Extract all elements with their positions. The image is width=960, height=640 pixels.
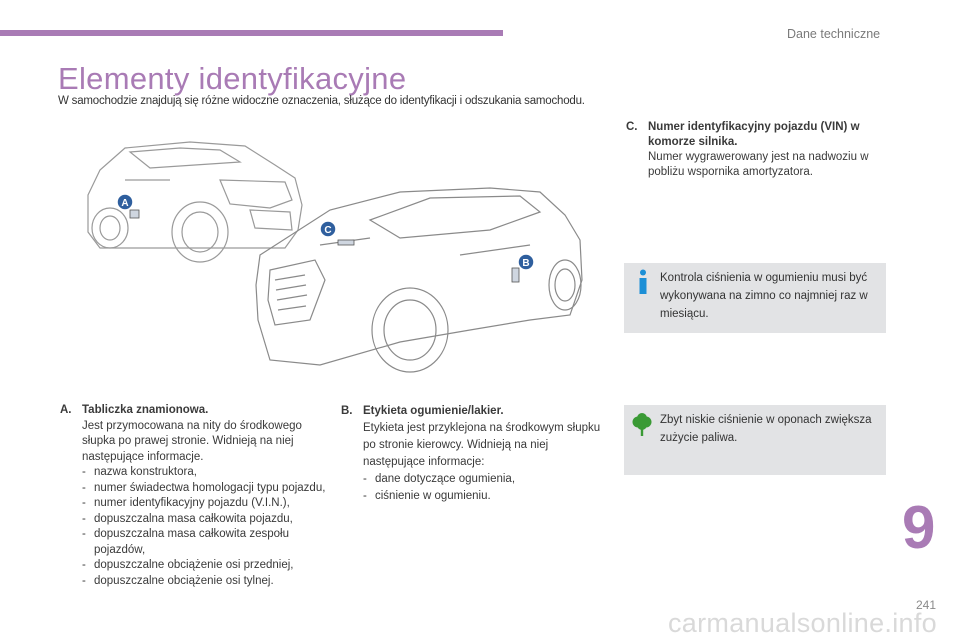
block-a-list xyxy=(60,465,330,589)
svg-text:A: A xyxy=(121,198,129,209)
page-number: 241 xyxy=(916,598,937,612)
list-item: - numer identyfikacyjny pojazdu (V.I.N.), xyxy=(82,496,330,512)
block-c-vin xyxy=(626,120,886,180)
block-b-heading: Etykieta ogumienie/lakier. xyxy=(363,405,504,417)
list-item: - numer świadectwa homologacji typu pojazdu, xyxy=(82,481,330,497)
block-b-heading-row xyxy=(341,403,606,420)
list-item: - dopuszczalne obciążenie osi przedniej, xyxy=(82,558,330,574)
label-plate-b xyxy=(512,268,519,282)
page-title: Elementy identyfikacyjne xyxy=(58,61,407,96)
block-c-letter: C. xyxy=(626,121,638,133)
block-b-text: Etykieta jest przyklejona na środkowym słupku po stronie kierowcy. Widnieją na niej następujące informacje: xyxy=(363,422,601,468)
block-c-text: Numer wygrawerowany jest na nadwoziu w pobliżu wspornika amortyzatora. xyxy=(648,151,869,178)
block-c-heading-row xyxy=(626,120,886,150)
marker-c xyxy=(320,221,336,237)
list-item: - dane dotyczące ogumienia, xyxy=(363,471,606,488)
block-a-nameplate xyxy=(60,403,330,589)
block-a-text: Jest przymocowana na nity do środkowego słupka po prawej stronie. Widnieją na niej następujące informacje. xyxy=(82,419,302,463)
list-item: - dopuszczalna masa całkowita zespołu pojazdów, xyxy=(82,527,330,558)
svg-text:B: B xyxy=(522,258,530,269)
block-b-tyre-label xyxy=(341,403,606,505)
list-item: - nazwa konstruktora, xyxy=(82,465,330,481)
section-label: Dane techniczne xyxy=(787,27,881,41)
front-car-drawing xyxy=(256,188,582,372)
page-subtitle: W samochodzie znajdują się różne widoczne oznaczenia, służące do identyfikacji i odszukania samochodu. xyxy=(58,95,585,107)
info-box-text: Kontrola ciśnienia w ogumieniu musi być wykonywana na zimno co najmniej raz w miesiącu. xyxy=(660,272,868,320)
block-c-heading: Numer identyfikacyjny pojazdu (VIN) w komorze silnika. xyxy=(648,121,860,148)
block-b-list xyxy=(341,471,606,505)
watermark: carmanualsonline.info xyxy=(668,608,937,638)
eco-box-text: Zbyt niskie ciśnienie w oponach zwiększa zużycie paliwa. xyxy=(660,414,872,444)
car-illustration xyxy=(70,120,610,390)
list-item: - dopuszczalna masa całkowita pojazdu, xyxy=(82,512,330,528)
block-a-heading: Tabliczka znamionowa. xyxy=(82,404,209,416)
block-b-letter: B. xyxy=(341,405,353,417)
eco-box xyxy=(624,405,886,475)
label-plate-a xyxy=(130,210,139,218)
info-box xyxy=(624,263,886,333)
block-a-letter: A. xyxy=(60,404,72,416)
block-a-heading-row xyxy=(60,403,330,419)
tree-icon xyxy=(632,413,652,437)
marker-a xyxy=(117,194,133,210)
list-item: - dopuszczalne obciążenie osi tylnej. xyxy=(82,574,330,590)
list-item: - ciśnienie w ogumieniu. xyxy=(363,488,606,505)
marker-b xyxy=(518,254,534,270)
chapter-number: 9 xyxy=(902,494,936,561)
header-accent-bar xyxy=(0,30,503,36)
info-icon xyxy=(636,269,650,295)
label-plate-c xyxy=(338,240,354,245)
svg-text:C: C xyxy=(324,225,332,236)
